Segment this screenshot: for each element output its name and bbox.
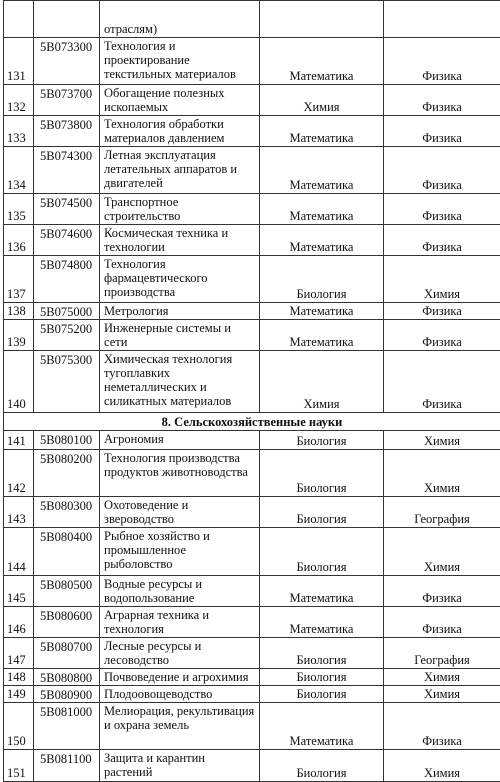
- table-row: [4, 450, 500, 497]
- specialty-name-cell: Химическая технология тугоплавких неметаллических и силикатных материалов: [100, 351, 260, 413]
- code-cell: 5B081100: [34, 750, 100, 782]
- table-row: [4, 607, 500, 638]
- row-number-cell: 133: [4, 116, 34, 147]
- subject1-cell: Математика: [260, 225, 384, 256]
- specialty-name-cell: Метрология: [100, 303, 260, 320]
- table-row: [4, 256, 500, 303]
- code-cell: 5B073300: [34, 38, 100, 85]
- specialty-name-cell: Технология и проектирование текстильных материалов: [100, 38, 260, 85]
- code-cell: 5B073700: [34, 85, 100, 116]
- specialty-name-cell: Защита и карантин растений: [100, 750, 260, 782]
- row-number-cell: 147: [4, 638, 34, 669]
- specialty-name-cell: Водные ресурсы и водопользование: [100, 576, 260, 607]
- row-number-cell: 134: [4, 147, 34, 194]
- specialty-name-cell: Технология обработки материалов давлением: [100, 116, 260, 147]
- table-row: [4, 147, 500, 194]
- code-cell: 5B080500: [34, 576, 100, 607]
- subject2-cell: Химия: [384, 431, 500, 450]
- subject1-cell: Биология: [260, 686, 384, 703]
- code-cell: 5B080900: [34, 686, 100, 703]
- table-row: [4, 85, 500, 116]
- table-row: [4, 225, 500, 256]
- subject2-cell: [384, 1, 500, 38]
- specialty-name-cell: Лесные ресурсы и лесоводство: [100, 638, 260, 669]
- row-number-cell: 148: [4, 669, 34, 686]
- code-cell: 5B074300: [34, 147, 100, 194]
- subject2-cell: География: [384, 638, 500, 669]
- specialty-name-cell: Инженерные системы и сети: [100, 320, 260, 351]
- subject1-cell: Математика: [260, 320, 384, 351]
- specialty-name-cell: Космическая техника и технологии: [100, 225, 260, 256]
- subject2-cell: Химия: [384, 528, 500, 576]
- specialty-name-cell: Обогащение полезных ископаемых: [100, 85, 260, 116]
- subject1-cell: Биология: [260, 669, 384, 686]
- subject1-cell: Биология: [260, 256, 384, 303]
- subject2-cell: Физика: [384, 147, 500, 194]
- table-body: [4, 1, 500, 782]
- subject1-cell: Математика: [260, 116, 384, 147]
- section-header-row: [4, 413, 500, 431]
- subject1-cell: Математика: [260, 147, 384, 194]
- table-row: [4, 686, 500, 703]
- table-row: [4, 638, 500, 669]
- subject2-cell: Физика: [384, 703, 500, 750]
- subject1-cell: Биология: [260, 497, 384, 528]
- subject2-cell: Физика: [384, 576, 500, 607]
- code-cell: 5B075200: [34, 320, 100, 351]
- subject2-cell: География: [384, 497, 500, 528]
- specialty-name-cell: Технология фармацевтического производства: [100, 256, 260, 303]
- subject2-cell: Физика: [384, 116, 500, 147]
- subject1-cell: [260, 1, 384, 38]
- table-row: [4, 38, 500, 85]
- specialties-table: [3, 0, 500, 782]
- table-row: [4, 116, 500, 147]
- code-cell: 5B080700: [34, 638, 100, 669]
- row-number-cell: 139: [4, 320, 34, 351]
- subject2-cell: Химия: [384, 686, 500, 703]
- subject2-cell: Химия: [384, 450, 500, 497]
- subject1-cell: Математика: [260, 303, 384, 320]
- table-row: [4, 750, 500, 782]
- row-number-cell: 135: [4, 194, 34, 225]
- code-cell: 5B080100: [34, 431, 100, 450]
- table-row-continuation: [4, 1, 500, 38]
- table-row: [4, 576, 500, 607]
- subject2-cell: Химия: [384, 669, 500, 686]
- code-cell: 5B080300: [34, 497, 100, 528]
- row-number-cell: 140: [4, 351, 34, 413]
- table-row: [4, 669, 500, 686]
- row-number-cell: 145: [4, 576, 34, 607]
- table-row: [4, 303, 500, 320]
- name-cell: отраслям): [100, 1, 260, 38]
- subject1-cell: Математика: [260, 194, 384, 225]
- table-row: [4, 528, 500, 576]
- subject1-cell: Биология: [260, 638, 384, 669]
- specialty-name-cell: Охотоведение и звероводство: [100, 497, 260, 528]
- code-cell: 5B075300: [34, 351, 100, 413]
- subject2-cell: Физика: [384, 351, 500, 413]
- row-number-cell: 142: [4, 450, 34, 497]
- section-title: 8. Сельскохозяйственные науки: [4, 413, 500, 431]
- row-number-cell: 149: [4, 686, 34, 703]
- subject2-cell: Физика: [384, 194, 500, 225]
- subject2-cell: Химия: [384, 750, 500, 782]
- subject1-cell: Химия: [260, 351, 384, 413]
- code-cell: [34, 1, 100, 38]
- specialty-name-cell: Почвоведение и агрохимия: [100, 669, 260, 686]
- specialty-name-cell: Рыбное хозяйство и промышленное рыболовство: [100, 528, 260, 576]
- row-number-cell: 143: [4, 497, 34, 528]
- code-cell: 5B074800: [34, 256, 100, 303]
- row-number-cell: 138: [4, 303, 34, 320]
- row-number-cell: 146: [4, 607, 34, 638]
- specialty-name-cell: Технология производства продуктов животноводства: [100, 450, 260, 497]
- row-number-cell: 144: [4, 528, 34, 576]
- subject2-cell: Физика: [384, 85, 500, 116]
- subject1-cell: Биология: [260, 431, 384, 450]
- subject1-cell: Биология: [260, 750, 384, 782]
- specialty-name-cell: Агрономия: [100, 431, 260, 450]
- code-cell: 5B073800: [34, 116, 100, 147]
- table-row: [4, 703, 500, 750]
- subject1-cell: Химия: [260, 85, 384, 116]
- row-number-cell: 132: [4, 85, 34, 116]
- table-row: [4, 320, 500, 351]
- subject1-cell: Математика: [260, 576, 384, 607]
- code-cell: 5B081000: [34, 703, 100, 750]
- code-cell: 5B080200: [34, 450, 100, 497]
- specialty-name-cell: Мелиорация, рекультивация и охрана земель: [100, 703, 260, 750]
- subject1-cell: Математика: [260, 607, 384, 638]
- row-number-cell: 136: [4, 225, 34, 256]
- table-row: [4, 497, 500, 528]
- code-cell: 5B080400: [34, 528, 100, 576]
- row-number-cell: 150: [4, 703, 34, 750]
- subject2-cell: Физика: [384, 303, 500, 320]
- row-number-cell: 137: [4, 256, 34, 303]
- row-number-cell: 151: [4, 750, 34, 782]
- specialty-name-cell: Транспортное строительство: [100, 194, 260, 225]
- row-number-cell: 141: [4, 431, 34, 450]
- table-row: [4, 351, 500, 413]
- subject1-cell: Математика: [260, 703, 384, 750]
- specialty-name-cell: Плодоовощеводство: [100, 686, 260, 703]
- row-number-cell: 131: [4, 38, 34, 85]
- specialty-name-cell: Летная эксплуатация летательных аппаратов и двигателей: [100, 147, 260, 194]
- subject1-cell: Биология: [260, 528, 384, 576]
- table-row: [4, 431, 500, 450]
- subject2-cell: Химия: [384, 256, 500, 303]
- code-cell: 5B074500: [34, 194, 100, 225]
- row-number-cell: [4, 1, 34, 38]
- code-cell: 5B080800: [34, 669, 100, 686]
- table-row: [4, 194, 500, 225]
- subject2-cell: Физика: [384, 38, 500, 85]
- subject2-cell: Физика: [384, 607, 500, 638]
- subject1-cell: Биология: [260, 450, 384, 497]
- subject2-cell: Физика: [384, 225, 500, 256]
- subject2-cell: Физика: [384, 320, 500, 351]
- subject1-cell: Математика: [260, 38, 384, 85]
- specialty-name-cell: Аграрная техника и технология: [100, 607, 260, 638]
- code-cell: 5B080600: [34, 607, 100, 638]
- code-cell: 5B074600: [34, 225, 100, 256]
- code-cell: 5B075000: [34, 303, 100, 320]
